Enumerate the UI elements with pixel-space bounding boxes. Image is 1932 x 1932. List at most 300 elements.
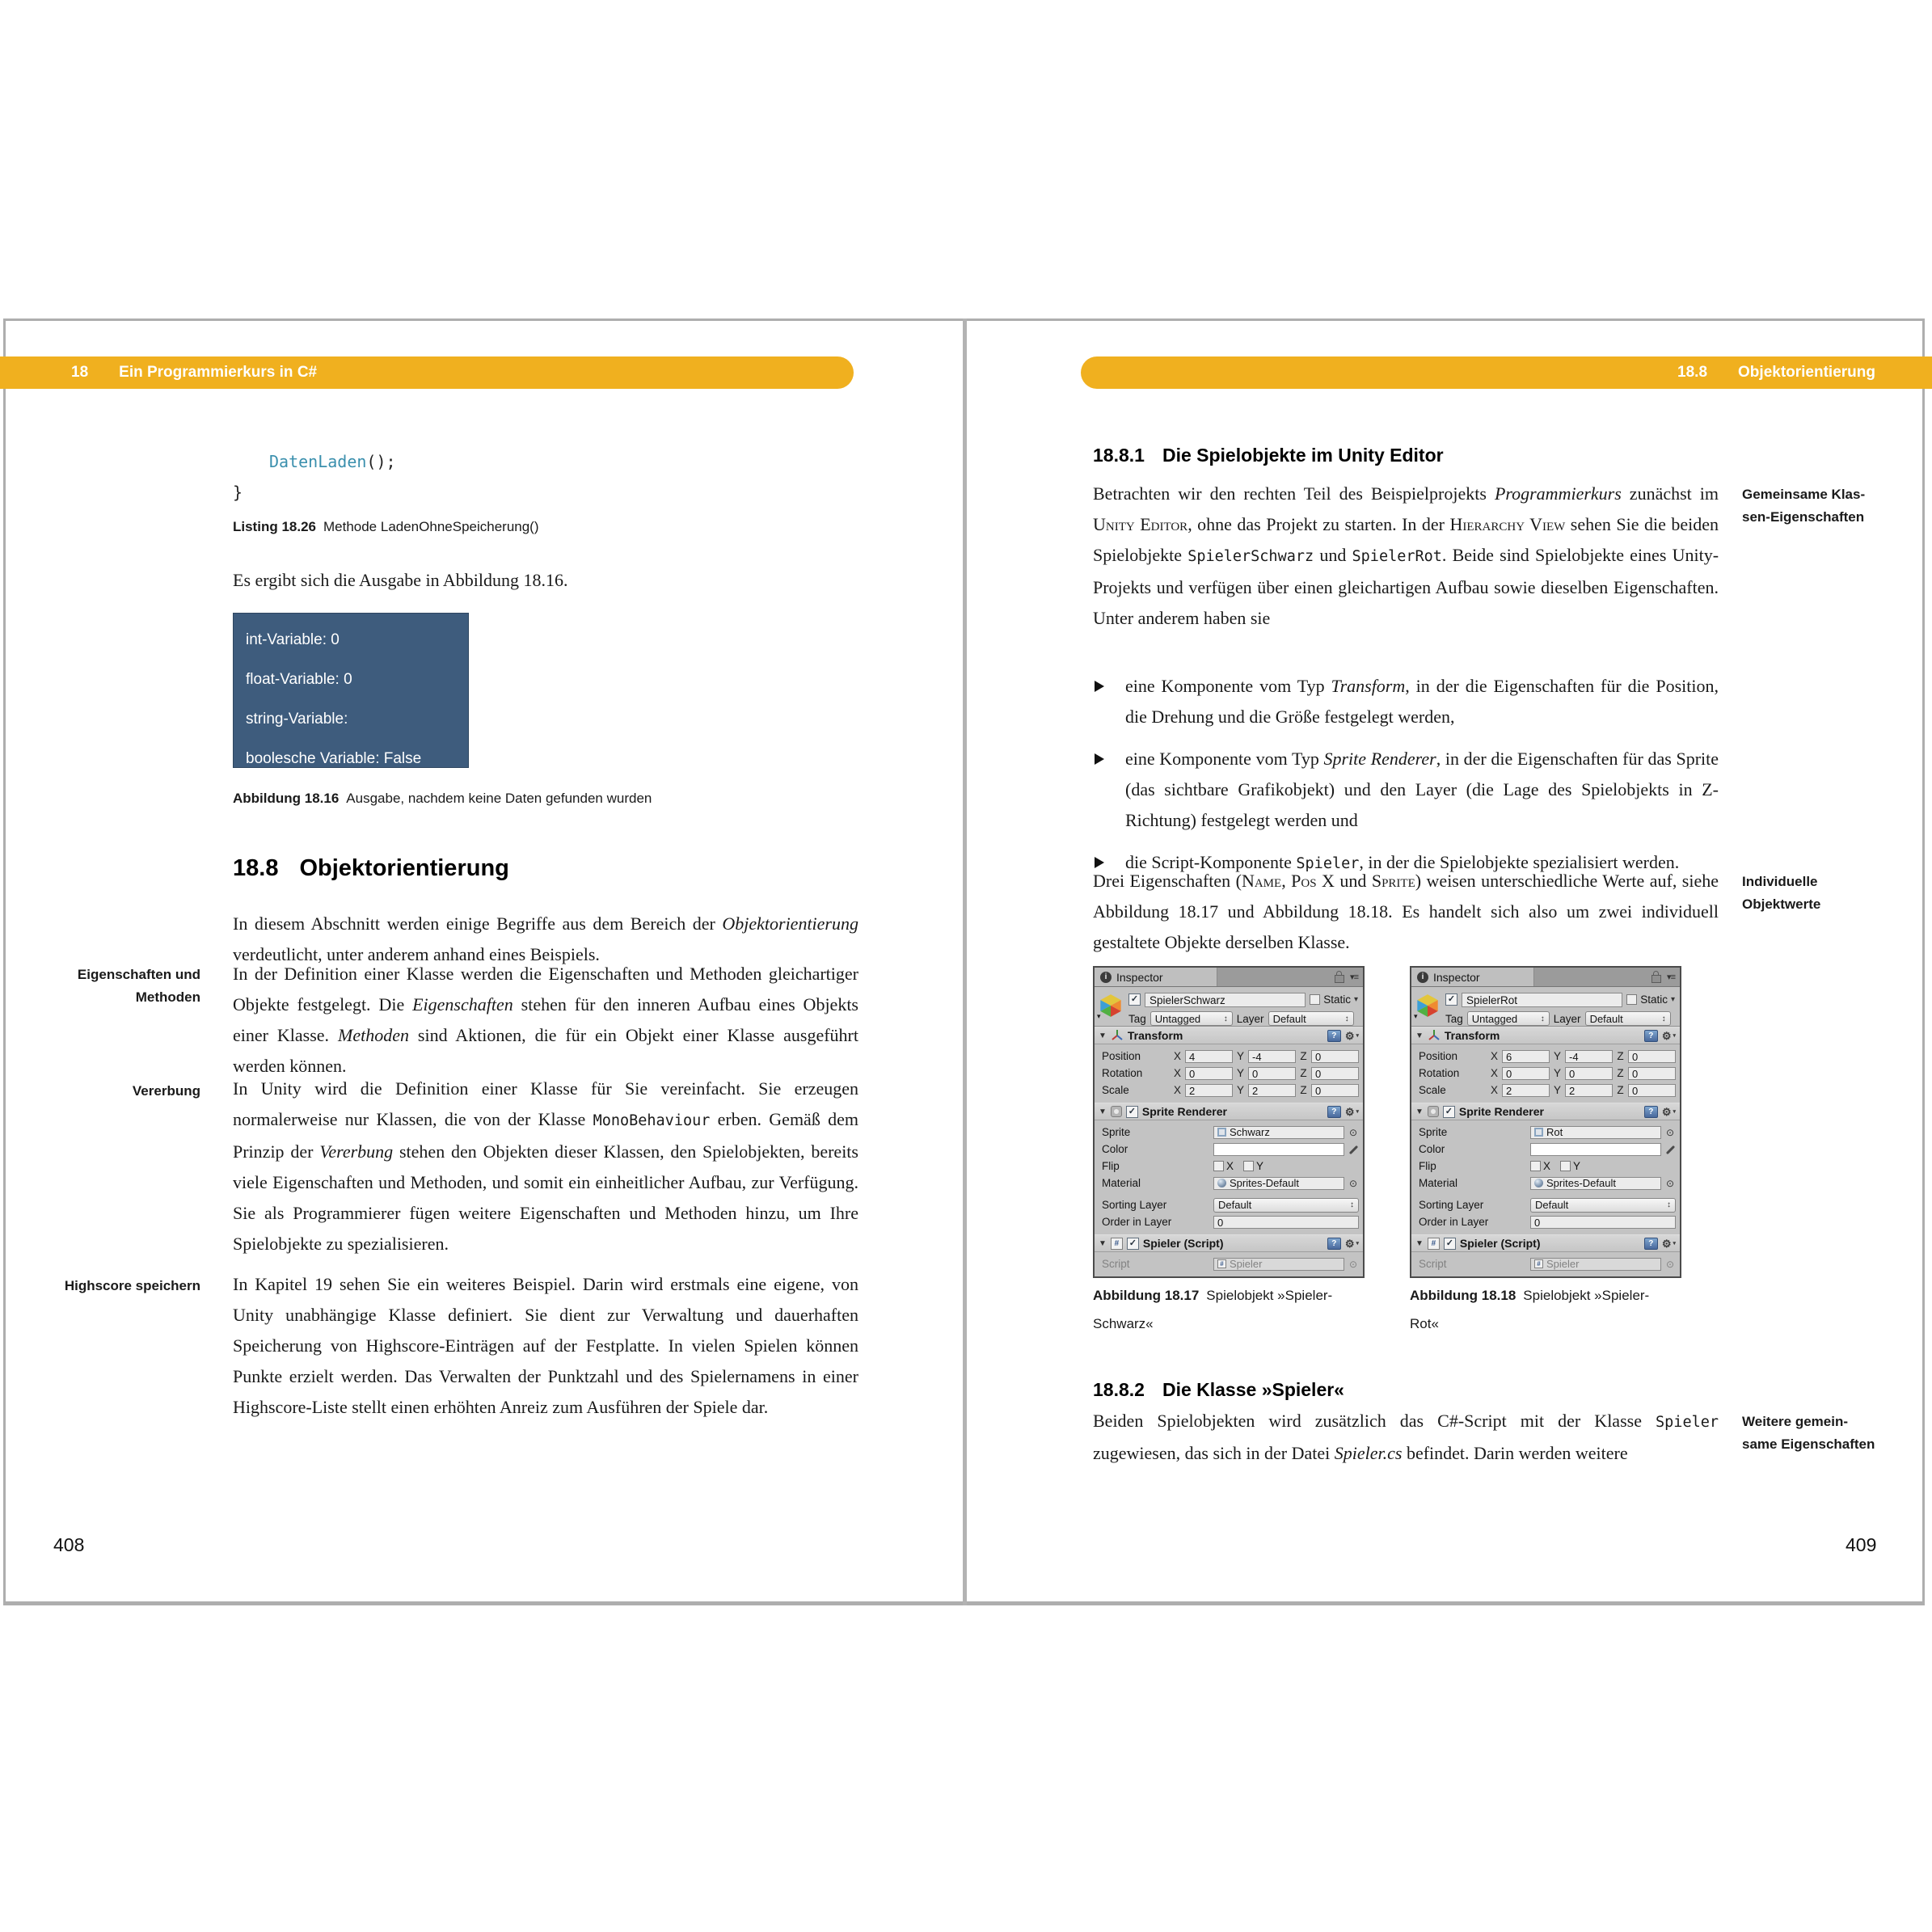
flip-y-label: Y <box>1573 1160 1581 1172</box>
gear-caret-icon: ▾ <box>1673 1109 1676 1115</box>
help-book-icon: ? <box>1644 1106 1658 1118</box>
sprite-label: Sprite <box>1102 1126 1131 1138</box>
z-axis-label: Z <box>1300 1067 1307 1079</box>
gear-icon: ⚙ <box>1344 1237 1355 1250</box>
running-section-title: Objektorientierung <box>1738 364 1875 381</box>
body-paragraph: In Unity wird die Definition einer Klasse für Sie vereinfacht. Sie erzeugen normalerweise nur Klassen, die von der Klasse MonoBehaviour erben. Gemäß dem Prinzip der Vererbung stehen den Objekten dieser Klassen, den Spielobjekten, bereits viele Eigenschaften und Methoden, und somit ein einheitlicher Aufbau, zur Verfügung. Sie als Programmierer fügen weitere Eigenschaften und Methoden hinzu, um Ihre Spielobjekte zu spezialisieren. <box>233 1078 858 1254</box>
gear-icon: ⚙ <box>1661 1105 1672 1118</box>
gear-caret-icon: ▾ <box>1356 1033 1359 1039</box>
sprite-value: Rot <box>1546 1126 1563 1138</box>
intro-sentence: Es ergibt sich die Ausgabe in Abbildung 18.16. <box>233 570 568 590</box>
section-heading-18-8-1 <box>1093 445 1444 466</box>
y-axis-label: Y <box>1236 1067 1244 1079</box>
transform-component-header <box>1411 1027 1680 1044</box>
layer-dropdown <box>1585 1011 1671 1026</box>
gear-icon: ⚙ <box>1661 1029 1672 1042</box>
right-running-header-bar <box>1081 356 1932 389</box>
flip-x-checkbox <box>1530 1161 1541 1171</box>
pane-menu-icon: ▾≡ <box>1350 972 1358 982</box>
static-dropdown-icon: ▾ <box>1670 995 1675 1004</box>
lock-icon <box>1335 975 1344 983</box>
margin-note-line: sen-Eigenschaften <box>1742 509 1865 525</box>
position-z-field: 0 <box>1628 1050 1676 1063</box>
help-book-icon: ? <box>1644 1030 1658 1042</box>
x-axis-label: X <box>1173 1050 1181 1062</box>
eyedropper-icon <box>1348 1144 1359 1155</box>
transform-axis-icon <box>1428 1029 1441 1043</box>
y-axis-label: Y <box>1553 1050 1561 1062</box>
page-number-left: 408 <box>53 1534 85 1555</box>
x-axis-label: X <box>1490 1067 1498 1079</box>
help-book-icon: ? <box>1327 1106 1341 1118</box>
figure-caption-label: Abbildung 18.17 <box>1093 1288 1200 1303</box>
eyedropper-icon <box>1664 1144 1676 1155</box>
color-row <box>1415 1141 1676 1158</box>
scale-z-field: 0 <box>1311 1084 1359 1097</box>
left-running-header-bar <box>0 356 854 389</box>
foldout-icon: ▼ <box>1415 1107 1424 1116</box>
margin-note-line: Highscore speichern <box>64 1278 200 1293</box>
sprite-object-field <box>1530 1126 1661 1139</box>
figure-caption-17 <box>1093 1281 1372 1338</box>
script-label: Script <box>1419 1258 1447 1270</box>
listing-caption-label: Listing 18.26 <box>233 519 316 534</box>
sprite-renderer-header <box>1411 1103 1680 1120</box>
dropdown-updown-icon: ↕ <box>1344 1014 1349 1023</box>
transform-title: Transform <box>1444 1029 1500 1042</box>
y-axis-label: Y <box>1236 1050 1244 1062</box>
inspector-tab-actions <box>1651 968 1680 986</box>
bullet-text: eine Komponente vom Typ Transform, in der die Eigenschaften für die Position, die Drehung und die Größe festgelegt werden, <box>1125 676 1719 727</box>
material-object-field <box>1530 1177 1661 1190</box>
scale-label: Scale <box>1419 1084 1446 1096</box>
static-label: Static <box>1640 993 1668 1006</box>
code-block <box>233 446 396 508</box>
x-axis-label: X <box>1490 1050 1498 1062</box>
foldout-icon: ▼ <box>1099 1107 1107 1116</box>
material-label: Material <box>1419 1177 1458 1189</box>
order-in-layer-row <box>1099 1213 1359 1230</box>
section-heading-18-8-2 <box>1093 1379 1344 1401</box>
script-thumb-icon: # <box>1534 1259 1543 1268</box>
margin-note-line: Individuelle <box>1742 874 1818 889</box>
gear-caret-icon: ▾ <box>1356 1109 1359 1115</box>
pane-menu-icon: ▾≡ <box>1667 972 1675 982</box>
body-paragraph: In diesem Abschnitt werden einige Begriffe aus dem Bereich der Objektorientierung verdeutlicht, unter anderem anhand eines Beispiels. <box>233 913 858 964</box>
component-header-actions <box>1327 1030 1359 1042</box>
sprite-thumb-icon <box>1534 1128 1543 1137</box>
sprite-renderer-icon <box>1111 1106 1122 1117</box>
console-line: int-Variable: 0 <box>246 631 340 648</box>
static-checkbox <box>1310 994 1320 1005</box>
object-picker-icon: ⊙ <box>1348 1258 1358 1270</box>
position-y-field: -4 <box>1248 1050 1296 1063</box>
inspector-tab-actions <box>1335 968 1363 986</box>
sprite-renderer-header <box>1095 1103 1363 1120</box>
material-object-field <box>1213 1177 1344 1190</box>
code-punctuation: (); <box>366 452 396 471</box>
sorting-layer-value: Default <box>1218 1199 1252 1211</box>
gameobject-name-field: SpielerRot <box>1462 993 1622 1007</box>
static-label: Static <box>1323 993 1351 1006</box>
gameobject-name-row <box>1128 992 1358 1007</box>
script-row <box>1099 1255 1359 1272</box>
margin-note-individuelle <box>1742 871 1928 916</box>
margin-note-line: Gemeinsame Klas- <box>1742 487 1866 502</box>
component-enabled-checkbox: ✓ <box>1126 1106 1138 1118</box>
sprite-renderer-title: Sprite Renderer <box>1458 1105 1544 1118</box>
gameobject-header <box>1095 987 1363 1027</box>
margin-note-gemeinsame <box>1742 483 1928 529</box>
scale-y-field: 2 <box>1248 1084 1296 1097</box>
active-checkbox: ✓ <box>1128 993 1141 1006</box>
gear-icon: ⚙ <box>1661 1237 1672 1250</box>
scale-row <box>1415 1082 1676 1099</box>
position-z-field: 0 <box>1311 1050 1359 1063</box>
gear-caret-icon: ▾ <box>1356 1241 1359 1247</box>
section-number: 18.8 <box>233 855 279 881</box>
sprite-renderer-icon <box>1428 1106 1439 1117</box>
foldout-icon: ▼ <box>1099 1238 1107 1248</box>
position-x-field: 4 <box>1185 1050 1233 1063</box>
spieler-script-title: Spieler (Script) <box>1142 1237 1224 1250</box>
sorting-layer-row <box>1099 1196 1359 1213</box>
component-header-actions <box>1644 1030 1676 1042</box>
color-swatch <box>1213 1143 1344 1156</box>
script-row <box>1415 1255 1676 1272</box>
flip-label: Flip <box>1102 1160 1120 1172</box>
dropdown-updown-icon: ↕ <box>1667 1200 1671 1209</box>
prefab-caret-icon: ▾ <box>1097 1012 1101 1020</box>
gameobject-cube-icon <box>1099 993 1123 1018</box>
console-line: float-Variable: 0 <box>246 671 352 688</box>
info-icon: i <box>1417 972 1428 983</box>
page-divider <box>963 318 967 1605</box>
material-row <box>1415 1175 1676 1192</box>
object-picker-icon: ⊙ <box>1665 1177 1675 1189</box>
sorting-layer-dropdown <box>1530 1198 1676 1213</box>
spieler-script-header <box>1411 1234 1680 1252</box>
component-header-actions <box>1644 1106 1676 1118</box>
bullet-text: eine Komponente vom Typ Sprite Renderer, in der die Eigenschaften für das Sprite (das sichtbare Grafikobjekt) und den Layer (die Lage des Spielobjekts in Z-Richtung) festgelegt werden und <box>1125 749 1719 830</box>
z-axis-label: Z <box>1617 1067 1624 1079</box>
color-label: Color <box>1102 1143 1128 1155</box>
gear-caret-icon: ▾ <box>1673 1241 1676 1247</box>
rotation-x-field: 0 <box>1185 1067 1233 1080</box>
running-section-number: 18.8 <box>1677 364 1708 381</box>
inspector-tab-bar <box>1095 968 1363 987</box>
material-value: Sprites-Default <box>1546 1177 1616 1189</box>
rotation-z-field: 0 <box>1628 1067 1676 1080</box>
dropdown-updown-icon: ↕ <box>1661 1014 1666 1023</box>
tag-layer-row <box>1128 1011 1358 1026</box>
margin-note-line: Methoden <box>135 989 200 1005</box>
object-picker-icon: ⊙ <box>1348 1177 1358 1189</box>
inspector-tab-bar <box>1411 968 1680 987</box>
section-heading-18-8 <box>233 855 509 882</box>
object-picker-icon: ⊙ <box>1665 1126 1675 1138</box>
figure-caption-label: Abbildung 18.18 <box>1410 1288 1516 1303</box>
csharp-script-icon: # <box>1428 1238 1440 1250</box>
dropdown-updown-icon: ↕ <box>1540 1014 1545 1023</box>
flip-x-label: X <box>1543 1160 1551 1172</box>
script-object-field <box>1213 1258 1344 1271</box>
sorting-layer-label: Sorting Layer <box>1419 1199 1484 1211</box>
script-rows <box>1411 1252 1680 1276</box>
help-book-icon: ? <box>1644 1238 1658 1250</box>
flip-y-checkbox <box>1243 1161 1254 1171</box>
margin-note-line: Eigenschaften und <box>77 967 200 982</box>
layer-label: Layer <box>1236 1012 1264 1025</box>
flip-y-checkbox <box>1560 1161 1571 1171</box>
flip-x-checkbox <box>1213 1161 1224 1171</box>
body-paragraph: Beiden Spielobjekten wird zusätzlich das C#-Script mit der Klasse Spieler zugewiesen, das sich in der Datei Spieler.cs befindet. Darin werden weitere <box>1093 1411 1719 1463</box>
script-object-field <box>1530 1258 1661 1271</box>
order-in-layer-field: 0 <box>1213 1216 1359 1229</box>
component-header-actions <box>1327 1238 1359 1250</box>
material-sphere-icon <box>1534 1179 1543 1187</box>
sprite-renderer-rows <box>1411 1120 1680 1234</box>
body-paragraph: In der Definition einer Klasse werden die Eigenschaften und Methoden gleichartiger Objekte festgelegt. Die Eigenschaften stehen für den inneren Aufbau eines Objekts einer Klasse. Methoden sind Aktionen, die für ein Objekt einer Klasse ausgeführt werden können. <box>233 964 858 1076</box>
color-label: Color <box>1419 1143 1445 1155</box>
z-axis-label: Z <box>1617 1050 1624 1062</box>
gameobject-name-field: SpielerSchwarz <box>1145 993 1306 1007</box>
gameobject-header <box>1411 987 1680 1027</box>
flip-row <box>1415 1158 1676 1175</box>
gear-caret-icon: ▾ <box>1673 1033 1676 1039</box>
listing-caption-text: Methode LadenOhneSpeicherung() <box>323 519 539 534</box>
margin-note-line: Objektwerte <box>1742 896 1821 912</box>
static-dropdown-icon: ▾ <box>1353 995 1358 1004</box>
rotation-label: Rotation <box>1419 1067 1460 1079</box>
flip-y-label: Y <box>1256 1160 1264 1172</box>
tag-dropdown <box>1467 1011 1550 1026</box>
gameobject-name-row <box>1445 992 1675 1007</box>
margin-note-highscore <box>49 1275 200 1297</box>
csharp-script-icon: # <box>1111 1238 1123 1250</box>
section-title: Objektorientierung <box>299 855 509 881</box>
figure-caption-text: Ausgabe, nachdem keine Daten gefunden wurden <box>346 791 652 806</box>
bullet-icon <box>1095 753 1104 765</box>
x-axis-label: X <box>1173 1067 1181 1079</box>
position-row <box>1415 1048 1676 1065</box>
inspector-tab <box>1095 968 1217 986</box>
gear-icon: ⚙ <box>1344 1029 1355 1042</box>
flip-y-group <box>1560 1160 1580 1172</box>
position-row <box>1099 1048 1359 1065</box>
script-label: Script <box>1102 1258 1130 1270</box>
section-title: Die Klasse »Spieler« <box>1162 1379 1344 1400</box>
material-sphere-icon <box>1217 1179 1226 1187</box>
flip-x-group <box>1213 1160 1234 1172</box>
order-in-layer-row <box>1415 1213 1676 1230</box>
transform-rows <box>1411 1044 1680 1103</box>
bullet-item <box>1093 671 1719 732</box>
spieler-script-title: Spieler (Script) <box>1459 1237 1541 1250</box>
sorting-layer-dropdown <box>1213 1198 1359 1213</box>
bullet-text: die Script-Komponente Spieler, in der die Spielobjekte spezialisiert werden. <box>1125 852 1680 872</box>
info-icon: i <box>1100 972 1112 983</box>
sprite-thumb-icon <box>1217 1128 1226 1137</box>
flip-row <box>1099 1158 1359 1175</box>
color-swatch <box>1530 1143 1661 1156</box>
code-line <box>233 446 396 477</box>
help-book-icon: ? <box>1327 1238 1341 1250</box>
inspector-tab <box>1411 968 1534 986</box>
static-group <box>1626 993 1675 1006</box>
flip-y-group <box>1243 1160 1263 1172</box>
object-picker-icon: ⊙ <box>1665 1258 1675 1270</box>
section-number: 18.8.2 <box>1093 1379 1145 1400</box>
margin-note-vererbung <box>49 1080 200 1103</box>
flip-x-group <box>1530 1160 1550 1172</box>
inspector-tab-label: Inspector <box>1116 970 1163 984</box>
help-book-icon: ? <box>1327 1030 1341 1042</box>
unity-inspector-panel-schwarz <box>1093 966 1365 1278</box>
bullet-icon <box>1095 681 1104 692</box>
margin-note-line: Weitere gemein- <box>1742 1414 1849 1429</box>
rotation-x-field: 0 <box>1502 1067 1550 1080</box>
order-in-layer-label: Order in Layer <box>1102 1216 1172 1228</box>
figure-caption-label: Abbildung 18.16 <box>233 791 340 806</box>
figure-caption-text: Spielobjekt »Spieler- <box>1206 1288 1333 1303</box>
lock-icon <box>1651 975 1661 983</box>
sorting-layer-row <box>1415 1196 1676 1213</box>
prefab-caret-icon: ▾ <box>1414 1012 1418 1020</box>
position-x-field: 6 <box>1502 1050 1550 1063</box>
bullet-list <box>1093 671 1719 891</box>
tag-value: Untagged <box>1471 1012 1518 1025</box>
listing-caption <box>233 517 539 537</box>
figure-caption-18 <box>1410 1281 1689 1338</box>
code-closing-brace: } <box>233 483 243 502</box>
transform-component-header <box>1095 1027 1363 1044</box>
script-rows <box>1095 1252 1363 1276</box>
chapter-title: Ein Programmierkurs in C# <box>119 364 318 381</box>
margin-note-weitere <box>1742 1411 1928 1456</box>
script-value: Spieler <box>1230 1258 1263 1270</box>
console-line: string-Variable: <box>246 711 348 728</box>
bullet-item <box>1093 744 1719 836</box>
scale-row <box>1099 1082 1359 1099</box>
body-paragraph: In Kapitel 19 sehen Sie ein weiteres Beispiel. Darin wird erstmals eine eigene, von Unity unabhängige Klasse definiert. Sie dient zur Verwaltung und dauerhaften Speicherung von Highscore-Einträgen auf der Festplatte. In vielen Spielen können Punkte erzielt werden. Das Verwalten der Punktzahl und des Spielernamens in einer Highscore-Liste stellt einen erhöhten Anreiz zum Ausführen der Spiele dar. <box>233 1274 858 1417</box>
code-function-name: DatenLaden <box>269 452 367 471</box>
sprite-renderer-title: Sprite Renderer <box>1141 1105 1227 1118</box>
rotation-label: Rotation <box>1102 1067 1143 1079</box>
sorting-layer-value: Default <box>1535 1199 1569 1211</box>
scale-label: Scale <box>1102 1084 1129 1096</box>
margin-note-line: same Eigenschaften <box>1742 1436 1875 1452</box>
unity-inspector-panel-rot <box>1410 966 1681 1278</box>
scale-z-field: 0 <box>1628 1084 1676 1097</box>
x-axis-label: X <box>1490 1084 1498 1096</box>
sprite-object-field <box>1213 1126 1344 1139</box>
foldout-icon: ▼ <box>1415 1238 1424 1248</box>
tag-value: Untagged <box>1154 1012 1201 1025</box>
section-title: Die Spielobjekte im Unity Editor <box>1162 445 1444 466</box>
z-axis-label: Z <box>1617 1084 1624 1096</box>
chapter-number: 18 <box>71 364 89 381</box>
sprite-value: Schwarz <box>1230 1126 1270 1138</box>
material-value: Sprites-Default <box>1230 1177 1299 1189</box>
z-axis-label: Z <box>1300 1050 1307 1062</box>
gear-icon: ⚙ <box>1344 1105 1355 1118</box>
y-axis-label: Y <box>1553 1084 1561 1096</box>
figure-caption-16 <box>233 789 652 808</box>
scale-y-field: 2 <box>1565 1084 1613 1097</box>
transform-title: Transform <box>1127 1029 1183 1042</box>
y-axis-label: Y <box>1236 1084 1244 1096</box>
material-row <box>1099 1175 1359 1192</box>
page-number-right: 409 <box>1846 1534 1877 1555</box>
rotation-row <box>1099 1065 1359 1082</box>
order-in-layer-field: 0 <box>1530 1216 1676 1229</box>
x-axis-label: X <box>1173 1084 1181 1096</box>
dropdown-updown-icon: ↕ <box>1223 1014 1228 1023</box>
inspector-tab-label: Inspector <box>1433 970 1480 984</box>
static-checkbox <box>1626 994 1637 1005</box>
position-label: Position <box>1102 1050 1141 1062</box>
dropdown-updown-icon: ↕ <box>1350 1200 1354 1209</box>
position-label: Position <box>1419 1050 1458 1062</box>
foldout-icon: ▼ <box>1415 1031 1424 1040</box>
static-group <box>1310 993 1358 1006</box>
transform-axis-icon <box>1111 1029 1124 1043</box>
script-thumb-icon: # <box>1217 1259 1226 1268</box>
rotation-z-field: 0 <box>1311 1067 1359 1080</box>
rotation-y-field: 0 <box>1565 1067 1613 1080</box>
margin-note-eigenschaften <box>49 964 200 1009</box>
sprite-label: Sprite <box>1419 1126 1448 1138</box>
margin-note-line: Vererbung <box>132 1083 200 1099</box>
component-enabled-checkbox: ✓ <box>1443 1106 1455 1118</box>
transform-rows <box>1095 1044 1363 1103</box>
console-output-box <box>233 613 469 768</box>
body-paragraph: Betrachten wir den rechten Teil des Beispielprojekts Programmierkurs zunächst im Unity Editor, ohne das Projekt zu starten. In der Hierarchy View sehen Sie die beiden Spielobjekte SpielerSchwarz und SpielerRot. Beide sind Spielobjekte eines Unity-Projekts und verfügen über einen gleichartigen Aufbau sowie dieselben Eigenschaften. Unter anderem haben sie <box>1093 483 1719 628</box>
object-picker-icon: ⊙ <box>1348 1126 1358 1138</box>
body-paragraph: Drei Eigenschaften (Name, Pos X und Sprite) weisen unterschiedliche Werte auf, siehe Abbildung 18.17 und Abbildung 18.18. Es handelt sich also um zwei individuell gestaltete Objekte derselben Klasse. <box>1093 871 1719 952</box>
sorting-layer-label: Sorting Layer <box>1102 1199 1167 1211</box>
layer-value: Default <box>1589 1012 1623 1025</box>
flip-label: Flip <box>1419 1160 1436 1172</box>
foldout-icon: ▼ <box>1099 1031 1107 1040</box>
sprite-row <box>1415 1124 1676 1141</box>
component-header-actions <box>1327 1106 1359 1118</box>
figure-caption-text: Spielobjekt »Spieler- <box>1523 1288 1650 1303</box>
console-line: boolesche Variable: False <box>246 750 422 767</box>
spieler-script-header <box>1095 1234 1363 1252</box>
layer-dropdown <box>1268 1011 1354 1026</box>
gameobject-cube-icon <box>1415 993 1440 1018</box>
scale-x-field: 2 <box>1185 1084 1233 1097</box>
component-enabled-checkbox: ✓ <box>1444 1238 1456 1250</box>
rotation-y-field: 0 <box>1248 1067 1296 1080</box>
sprite-row <box>1099 1124 1359 1141</box>
tag-label: Tag <box>1128 1012 1146 1025</box>
position-y-field: -4 <box>1565 1050 1613 1063</box>
tag-layer-row <box>1445 1011 1675 1026</box>
active-checkbox: ✓ <box>1445 993 1457 1006</box>
tag-dropdown <box>1150 1011 1233 1026</box>
z-axis-label: Z <box>1300 1084 1307 1096</box>
component-enabled-checkbox: ✓ <box>1127 1238 1139 1250</box>
figure-caption-text-line2: Schwarz« <box>1093 1316 1154 1331</box>
order-in-layer-label: Order in Layer <box>1419 1216 1489 1228</box>
tag-label: Tag <box>1445 1012 1463 1025</box>
figure-caption-text-line2: Rot« <box>1410 1316 1439 1331</box>
rotation-row <box>1415 1065 1676 1082</box>
material-label: Material <box>1102 1177 1141 1189</box>
